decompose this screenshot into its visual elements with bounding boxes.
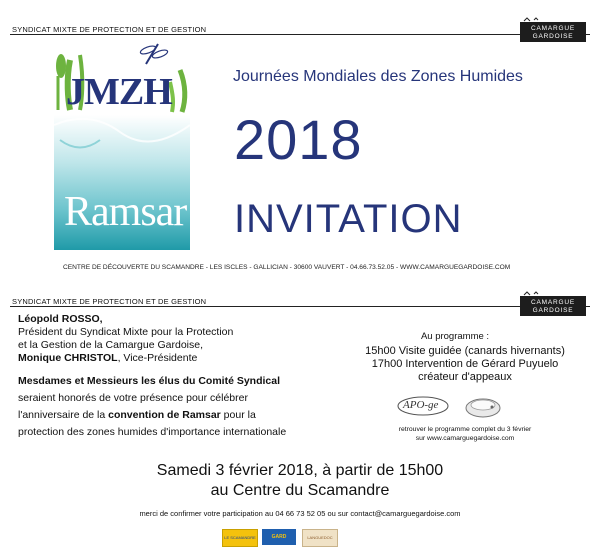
body-block [18, 390, 286, 441]
host-title-2: et la Gestion de la Camargue Gardoise, [18, 339, 204, 351]
birds-icon [520, 15, 586, 23]
cohost-line [18, 352, 233, 365]
apoge-logo [395, 394, 450, 418]
body-line-2-start: l'anniversaire de la [18, 409, 109, 421]
body-line-1: seraient honorés de votre présence pour célébrer [18, 392, 248, 404]
top-org-label: SYNDICAT MIXTE DE PROTECTION ET DE GESTION [12, 25, 207, 34]
place-line: au Centre du Scamandre [210, 482, 390, 499]
partner-logo-2 [262, 529, 296, 545]
camargue-gardoise-logo-bottom [520, 296, 586, 316]
cohost-title: , Vice-Présidente [117, 352, 198, 364]
partner-logo-1 [222, 529, 258, 547]
program-item-1: 15h00 Visite guidée (canards hivernants) [365, 345, 565, 357]
partner-logo-3 [302, 529, 338, 547]
host-block [18, 313, 233, 365]
year-heading: 2018 [234, 108, 363, 171]
invitation-heading: INVITATION [234, 197, 463, 241]
event-title: Journées Mondiales des Zones Humides [233, 68, 523, 85]
program-note [380, 425, 550, 443]
program-item-2: 17h00 Intervention de Gérard Puyuelo [371, 358, 559, 370]
body-line-2-end: pour la [220, 409, 256, 421]
top-rule [10, 34, 590, 35]
program-title: Au programme : [420, 331, 490, 342]
bottom-org-label: SYNDICAT MIXTE DE PROTECTION ET DE GESTION [12, 297, 207, 306]
logo-jmzh-text: JMZH [66, 71, 172, 113]
decoy-call-icon [462, 392, 504, 425]
invitees-line: Mesdames et Messieurs les élus du Comité Syndical [18, 375, 281, 387]
camargue-gardoise-logo-top [520, 22, 586, 42]
program-block [330, 330, 600, 384]
gardoise-word: GARDOISE [532, 33, 574, 40]
program-item-3: créateur d'appeaux [418, 371, 512, 383]
host-title-1: Président du Syndicat Mixte pour la Protection [18, 326, 234, 338]
ramsar-convention-text: convention de Ramsar [108, 409, 221, 421]
body-line-3: protection des zones humides d'importance internationale [18, 426, 287, 438]
bottom-rule [10, 306, 590, 307]
address-line: CENTRE DE DÉCOUVERTE DU SCAMANDRE - LES ISCLES - GALLICIAN - 30600 VAUVERT - 04.66.73.52.05 - WWW.CAMARGUEGARDOISE.COM [63, 264, 511, 271]
program-note-1: retrouver le programme complet du 3 février [398, 426, 532, 433]
confirm-line: merci de confirmer votre participation au 04 66 73 52 05 ou sur contact@camarguegardoise.com [139, 509, 461, 518]
logo-ramsar-text: Ramsar [64, 189, 187, 235]
body-line-2 [18, 407, 286, 424]
cattail-left [56, 54, 66, 78]
cohost-name: Monique CHRISTOL [18, 352, 118, 364]
apoge-logo-text: APO-ge [403, 399, 439, 411]
partner-2-label: GARD [271, 534, 287, 540]
camargue-word: CAMARGUE [531, 299, 575, 306]
date-line: Samedi 3 février 2018, à partir de 15h00 [156, 462, 444, 479]
jmzh-ramsar-logo [40, 40, 210, 255]
program-note-2: sur www.camarguegardoise.com [415, 435, 515, 442]
host-name: Léopold ROSSO, [18, 313, 103, 325]
partner-3-label: LANGUEDOC [307, 535, 333, 540]
partner-1-label: LE SCAMANDRE [224, 535, 256, 540]
gardoise-word: GARDOISE [532, 307, 574, 314]
dragonfly-icon [139, 44, 168, 64]
camargue-word: CAMARGUE [531, 25, 575, 32]
birds-icon [520, 289, 586, 297]
